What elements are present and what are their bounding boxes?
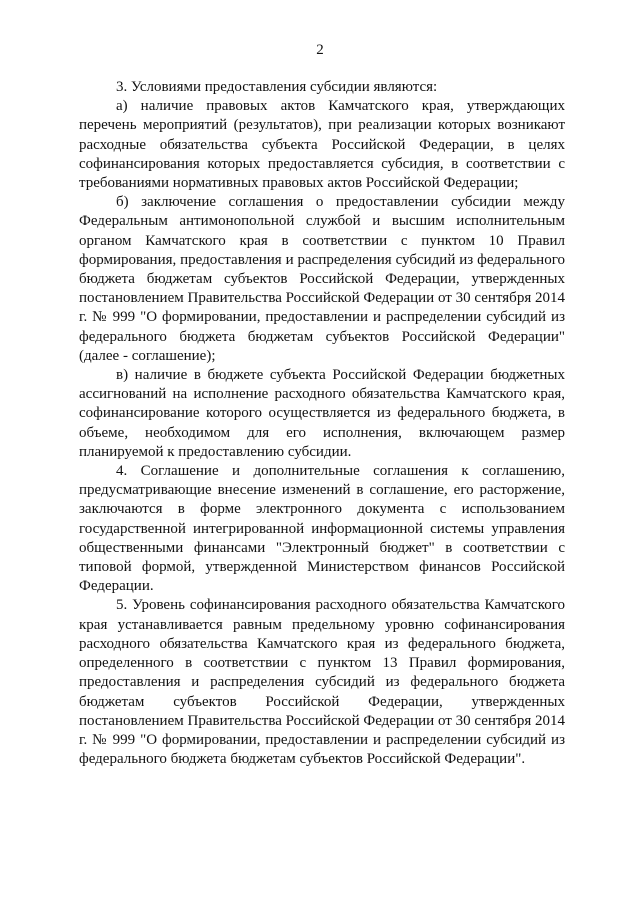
paragraph-item-5: 5. Уровень софинансирования расходного обязательства Камчатского края устанавливается равным предельному уровню софинансирования расходного обязательства Камчатского края из федерального бюджета, определенного в соответствии с пунктом 13 Правил формирования, предоставления и распределения субсидий из федерального бюджета бюджетам субъектов Российской Федерации, утвержденных постановлением Правительства Российской Федерации от 30 сентября 2014 г. № 999 "О формировании, предоставлении и распределении субсидий из федерального бюджета бюджетам субъектов Российской Федерации".: [79, 597, 565, 768]
paragraph-condition-a: а) наличие правовых актов Камчатского края, утверждающих перечень мероприятий (результатов), при реализации которых возникают расходные обязательства субъекта Российской Федерации, в целях софинансирования которых предоставляется субсидия, в соответствии с требованиями нормативных правовых актов Российской Федерации;: [79, 98, 565, 192]
paragraph-item-4: 4. Соглашение и дополнительные соглашения к соглашению, предусматривающие внесение изменений в соглашение, его расторжение, заключаются в форме электронного документа с использованием государственной интегрированной информационной системы управления общественными финансами "Электронный бюджет" в соответствии с типовой формой, утвержденной Министерством финансов Российской Федерации.: [79, 463, 565, 595]
document-body: [79, 78, 565, 769]
paragraph-condition-c: в) наличие в бюджете субъекта Российской Федерации бюджетных ассигнований на исполнение расходного обязательства Камчатского края, софинансирование которого осуществляется из федерального бюджета, в объеме, необходимом для его исполнения, включающем размер планируемой к предоставлению субсидии.: [79, 367, 565, 460]
paragraph-condition-b: б) заключение соглашения о предоставлении субсидии между Федеральным антимонопольной службой и высшим исполнительным органом Камчатского края в соответствии с пунктом 10 Правил формирования, предоставления и распределения субсидий из федерального бюджета бюджетам субъектов Российской Федерации, утвержденных постановлением Правительства Российской Федерации от 30 сентября 2014 г. № 999 "О формировании, предоставлении и распределении субсидий из федерального бюджета бюджетам субъектов Российской Федерации" (далее - соглашение);: [79, 194, 565, 364]
page-number: 2: [316, 42, 324, 58]
paragraph-conditions-heading: 3. Условиями предоставления субсидии являются:: [116, 79, 438, 95]
